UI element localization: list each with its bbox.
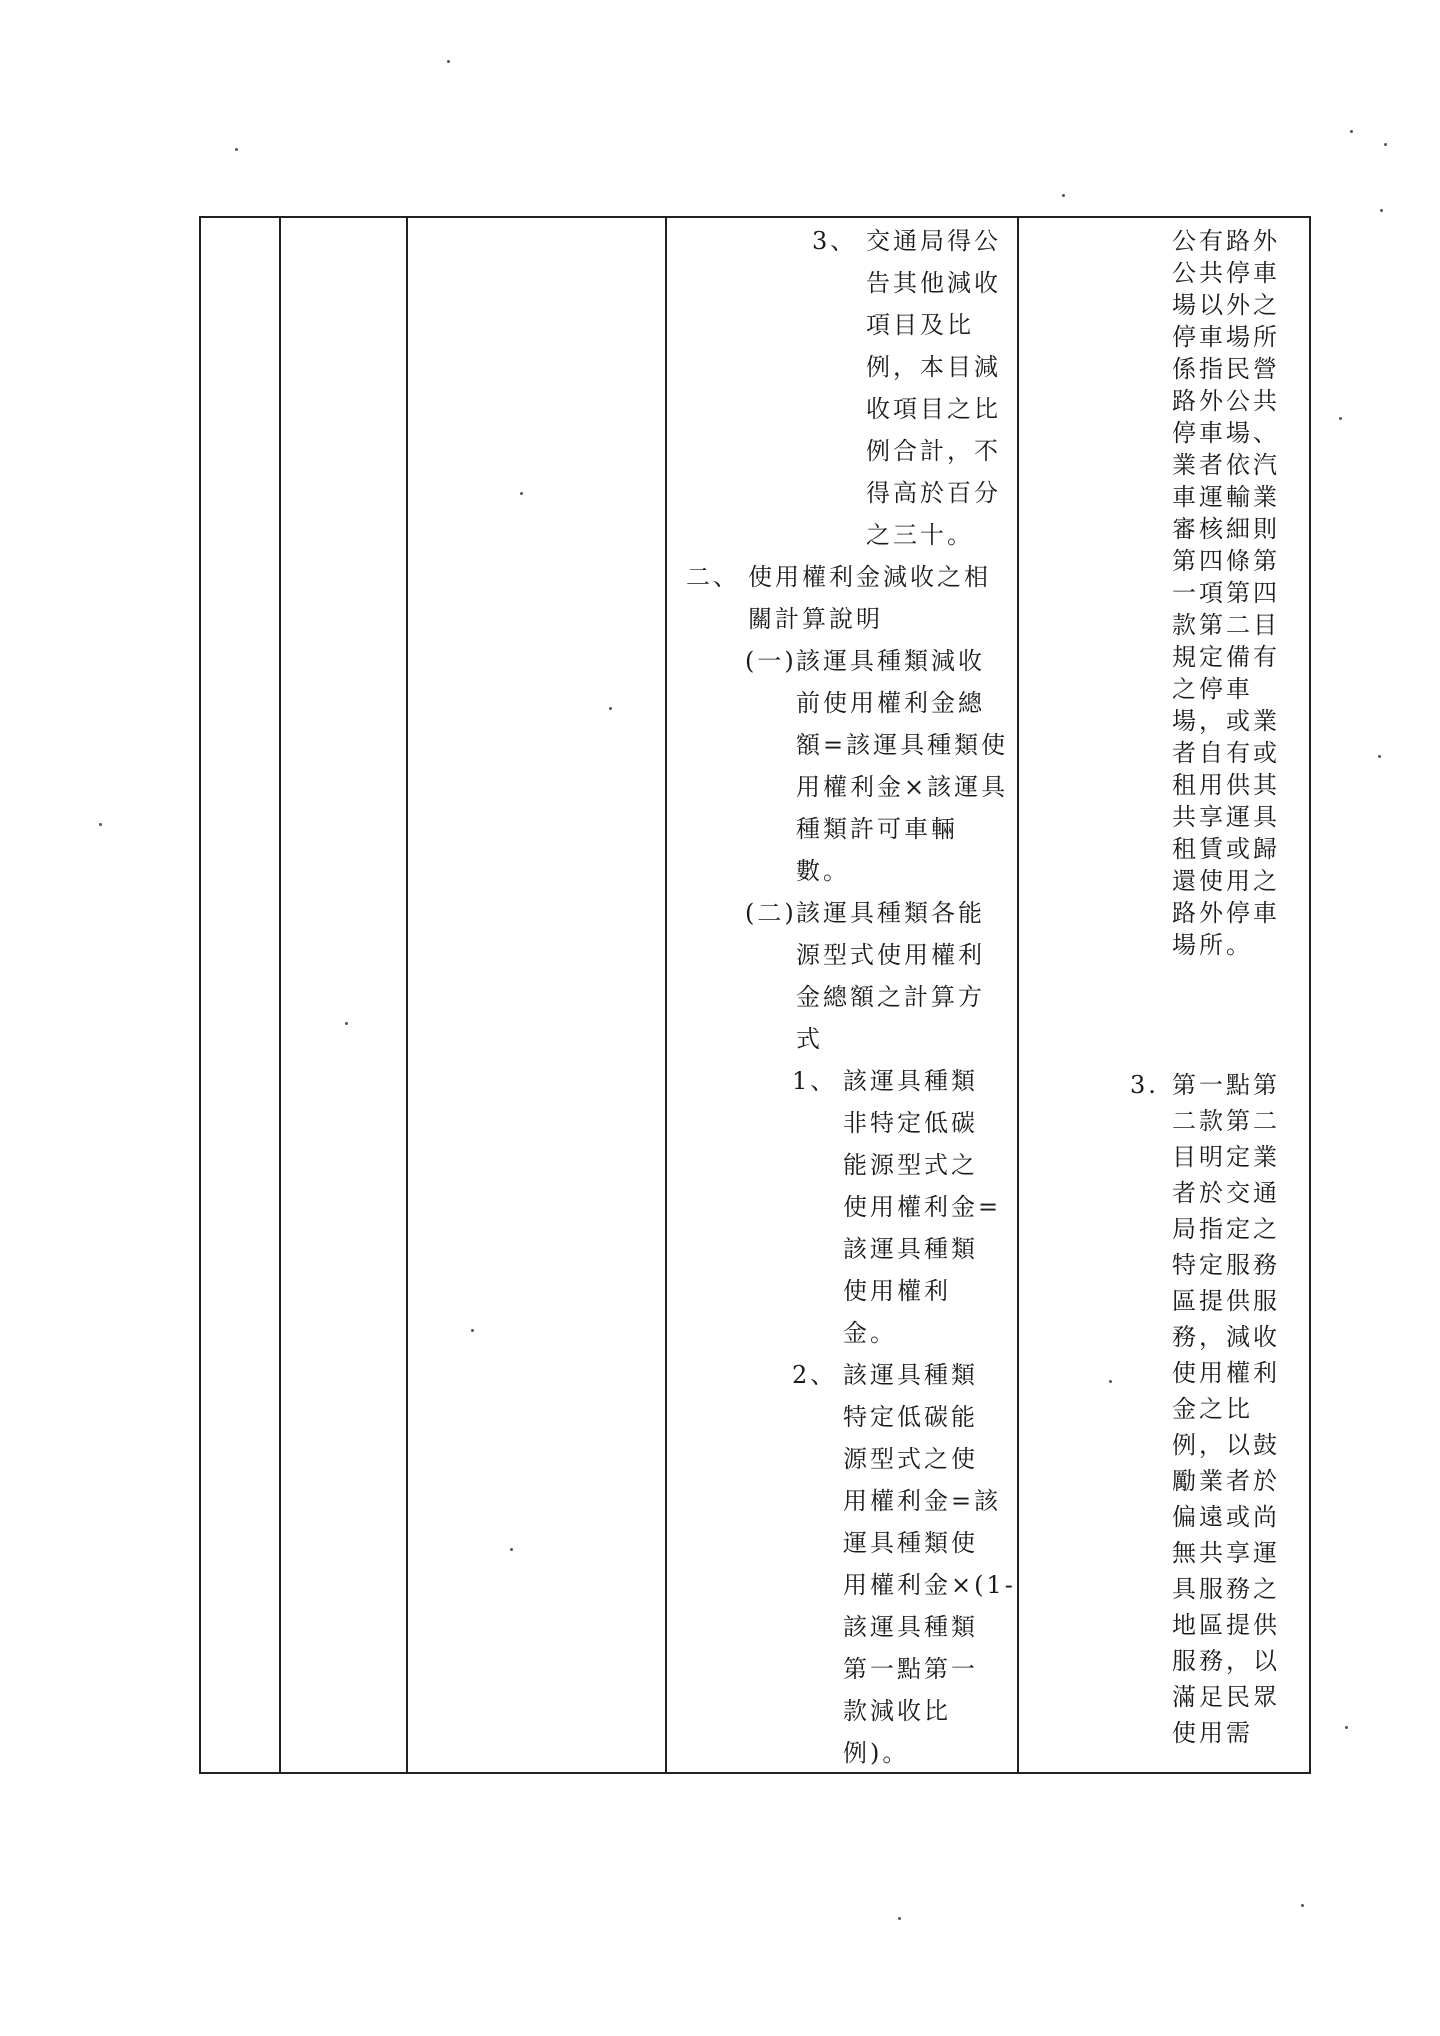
column-divider [279,218,281,1772]
text-line: 租賃或歸 [1172,835,1280,863]
text-line: 具服務之 [1172,1575,1280,1603]
text-line: 局指定之 [1172,1215,1280,1243]
text-line: 目明定業 [1172,1143,1280,1171]
subsection-number: (一) [745,647,797,675]
text-line: 例，以鼓 [1172,1431,1280,1459]
text-line: 使用權利金= [843,1193,1002,1221]
text-line: 該運具種類 [843,1613,978,1641]
scan-speck [1350,130,1353,133]
text-line: 特定低碳能 [843,1403,978,1431]
text-line: 使用需 [1172,1719,1253,1747]
text-line: 種類許可車輛 [796,815,958,843]
text-line: 區提供服 [1172,1287,1280,1315]
text-line: 者自有或 [1172,739,1280,767]
scan-speck [898,1917,901,1920]
text-line: 無共享運 [1172,1539,1280,1567]
scan-speck [1378,755,1381,758]
text-line: 該運具種類減收 [796,647,985,675]
text-line: 金。 [843,1319,897,1347]
text-line: 交通局得公 [866,227,1001,255]
column-divider [1017,218,1019,1772]
text-line: 場所。 [1172,931,1253,959]
text-line: 一項第四 [1172,579,1280,607]
text-line: 偏遠或尚 [1172,1503,1280,1531]
note-number: 3. [1130,1071,1159,1099]
column-divider [406,218,408,1772]
text-line: 業者依汽 [1172,451,1280,479]
column-divider [665,218,667,1772]
text-line: 公有路外 [1172,227,1280,255]
text-line: 地區提供 [1172,1611,1280,1639]
text-line: 共享運具 [1172,803,1280,831]
text-line: 第四條第 [1172,547,1280,575]
section-heading: 關計算說明 [748,605,883,633]
item-number: 1、 [792,1067,838,1095]
text-line: 滿足民眾 [1172,1683,1280,1711]
section-number: 二、 [686,563,740,591]
text-line: 非特定低碳 [843,1109,978,1137]
text-line: 金總額之計算方 [796,983,985,1011]
text-line: 款第二目 [1172,611,1280,639]
text-line: 租用供其 [1172,771,1280,799]
text-line: 該運具種類 [843,1361,978,1389]
text-line: 得高於百分 [866,479,1001,507]
text-line: 之停車 [1172,675,1253,703]
scan-speck [235,148,238,151]
text-line: 停車場所 [1172,323,1280,351]
text-line: 場以外之 [1172,291,1280,319]
text-line: 使用權利 [1172,1359,1280,1387]
text-line: 路外停車 [1172,899,1280,927]
text-line: 使用權利 [843,1277,951,1305]
scan-speck [510,1548,513,1551]
text-line: 收項目之比 [866,395,1001,423]
text-line: 前使用權利金總 [796,689,985,717]
scan-speck [1345,1726,1348,1729]
text-line: 例)。 [843,1739,910,1767]
text-line: 者於交通 [1172,1179,1280,1207]
scan-speck [447,60,450,63]
scan-speck [1339,417,1342,420]
text-line: 項目及比 [866,311,974,339]
scan-speck [1384,143,1387,146]
text-line: 還使用之 [1172,867,1280,895]
text-line: 該運具種類各能 [796,899,985,927]
text-line: 例合計，不 [866,437,1001,465]
text-line: 能源型式之 [843,1151,978,1179]
text-line: 勵業者於 [1172,1467,1280,1495]
scan-speck [609,707,612,710]
item-number: 3、 [812,227,858,255]
scan-speck [1301,1904,1304,1907]
text-line: 停車場、 [1172,419,1280,447]
section-heading: 使用權利金減收之相 [748,563,991,591]
text-line: 金之比 [1172,1395,1253,1423]
text-line: 審核細則 [1172,515,1280,543]
text-line: 規定備有 [1172,643,1280,671]
text-line: 務，減收 [1172,1323,1280,1351]
text-line: 式 [796,1025,823,1053]
text-line: 特定服務 [1172,1251,1280,1279]
text-line: 路外公共 [1172,387,1280,415]
scan-speck [520,492,523,495]
text-line: 係指民營 [1172,355,1280,383]
text-line: 場，或業 [1172,707,1280,735]
scan-speck [99,823,102,826]
text-line: 數。 [796,857,850,885]
text-line: 用權利金×(1- [843,1571,1016,1599]
scan-speck [1109,1380,1112,1383]
text-line: 二款第二 [1172,1107,1280,1135]
text-line: 該運具種類 [843,1067,978,1095]
scan-speck [471,1329,474,1332]
text-line: 第一點第一 [843,1655,978,1683]
text-line: 用權利金=該 [843,1487,1002,1515]
text-line: 源型式使用權利 [796,941,985,969]
text-line: 第一點第 [1172,1071,1280,1099]
text-line: 額=該運具種類使 [796,731,1009,759]
text-line: 告其他減收 [866,269,1001,297]
text-line: 源型式之使 [843,1445,978,1473]
text-line: 運具種類使 [843,1529,978,1557]
scan-speck [1380,209,1383,212]
text-line: 例，本目減 [866,353,1001,381]
text-line: 該運具種類 [843,1235,978,1263]
text-line: 車運輸業 [1172,483,1280,511]
scan-speck [345,1022,348,1025]
scan-speck [1062,194,1065,197]
text-line: 之三十。 [866,521,974,549]
subsection-number: (二) [745,899,797,927]
text-line: 公共停車 [1172,259,1280,287]
comparison-table [199,216,1311,1774]
item-number: 2、 [792,1361,838,1389]
text-line: 款減收比 [843,1697,951,1725]
text-line: 用權利金×該運具 [796,773,1009,801]
text-line: 服務，以 [1172,1647,1280,1675]
